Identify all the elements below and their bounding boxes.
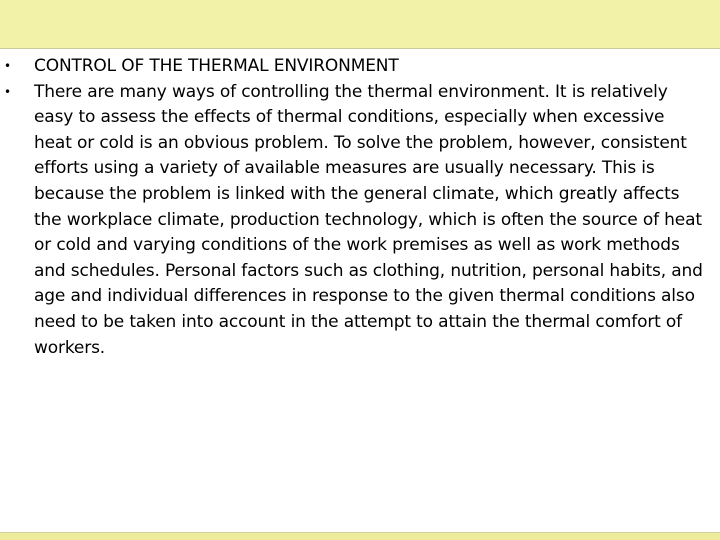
slide-content xyxy=(0,54,720,361)
body-paragraph: There are many ways of controlling the thermal environment. It is relatively easy to assess the effects of thermal conditions, especially when excessive heat or cold is an obvious problem. To solve the problem, however, consistent efforts using a variety of available measures are usually necessary. This is because the problem is linked with the general climate, which greatly affects the workplace climate, production technology, which is often the source of heat or cold and varying conditions of the work premises as well as work methods and schedules. Personal factors such as clothing, nutrition, personal habits, and age and individual differences in response to the given thermal conditions also need to be taken into account in the attempt to attain the thermal comfort of workers. xyxy=(34,81,703,358)
header-bar xyxy=(0,0,720,49)
bullet-dot-icon: • xyxy=(4,84,12,99)
bullet-item-heading xyxy=(0,54,720,80)
bullet-dot-icon: • xyxy=(4,59,12,73)
bullet-item-body xyxy=(0,80,720,362)
heading-text: CONTROL OF THE THERMAL ENVIRONMENT xyxy=(34,56,399,76)
footer-bar xyxy=(0,532,720,540)
